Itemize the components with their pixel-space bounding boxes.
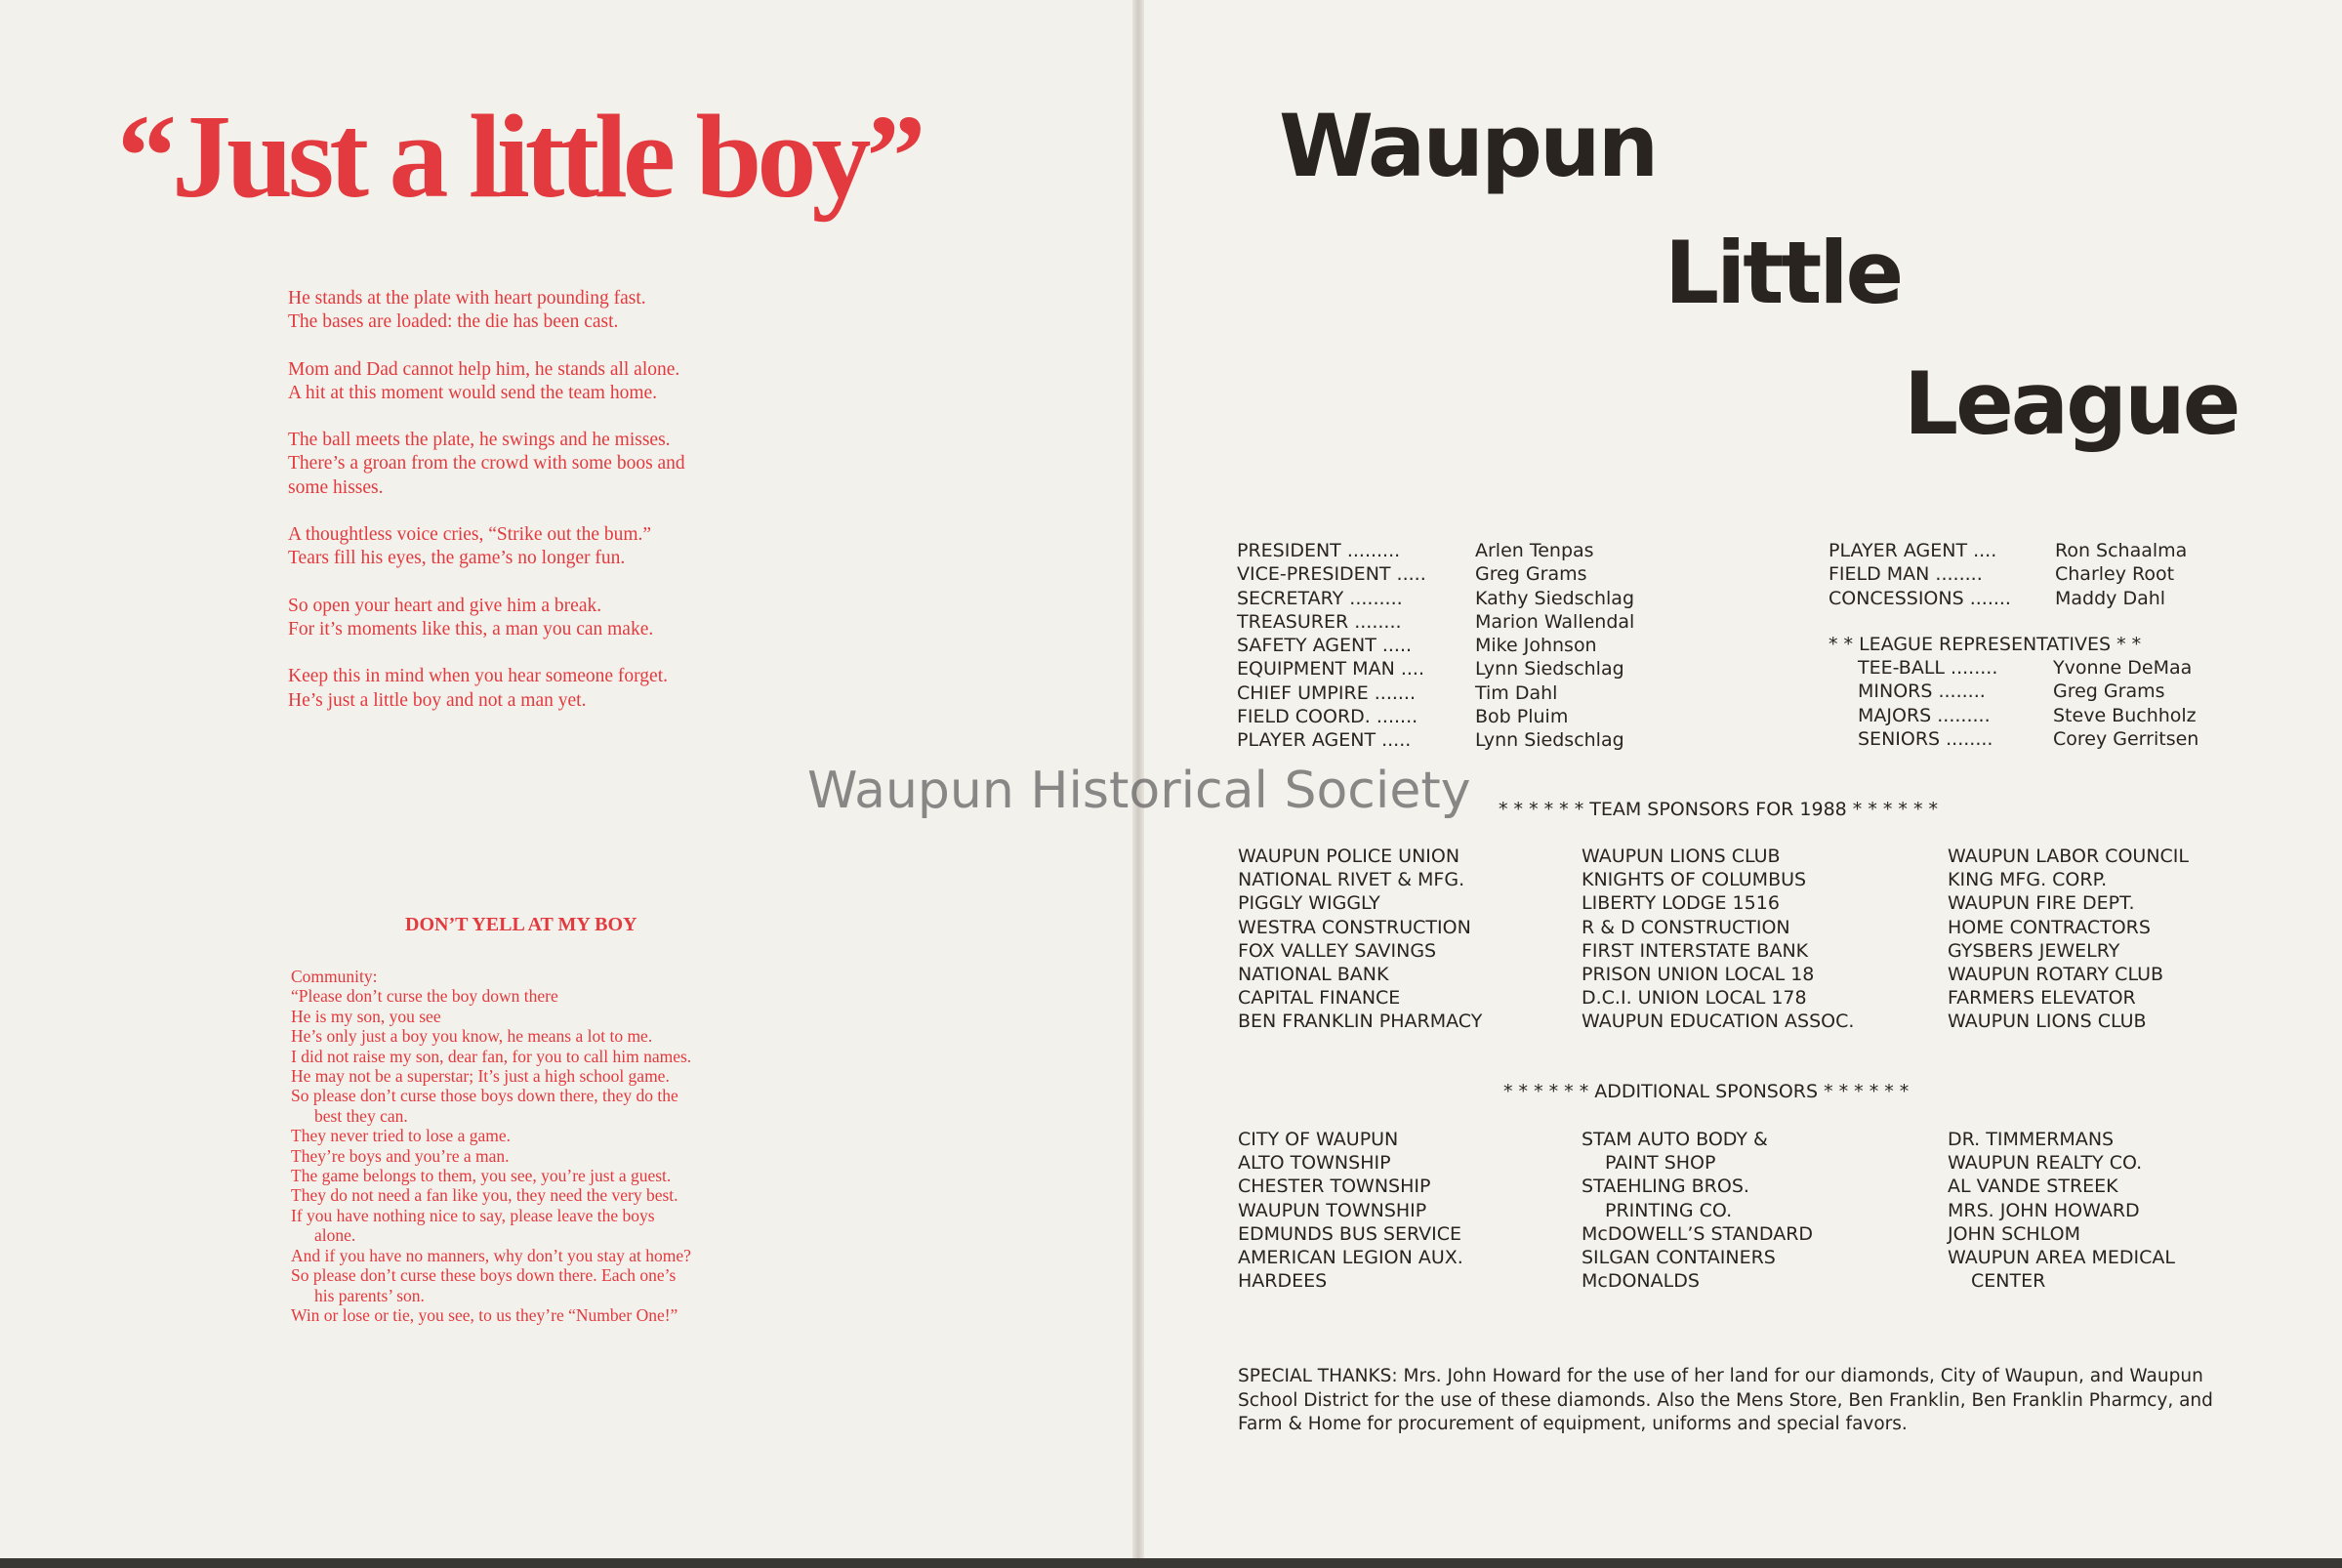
- officer-row: [1237, 634, 1634, 657]
- sponsor-item: WAUPUN ROTARY CLUB: [1948, 964, 2164, 986]
- sponsor-item: WAUPUN LIONS CLUB: [1948, 1011, 2147, 1033]
- other-officers-list: [1828, 539, 2187, 610]
- additional-sponsors-column: [1582, 1128, 1813, 1293]
- officer-name: Kathy Siedschlag: [1475, 587, 1635, 609]
- sponsor-item: PRINTING CO.: [1605, 1199, 1733, 1221]
- poem-line: They never tried to lose a game.: [291, 1126, 511, 1146]
- sponsor-item: PRISON UNION LOCAL 18: [1582, 964, 1815, 986]
- sponsor-item: WAUPUN FIRE DEPT.: [1948, 892, 2135, 915]
- sponsor-item: FARMERS ELEVATOR: [1948, 987, 2136, 1010]
- league-reps-heading: * * LEAGUE REPRESENTATIVES * *: [1828, 634, 2142, 655]
- officer-row: [1828, 587, 2187, 610]
- sponsor-item: McDONALDS: [1582, 1270, 1700, 1293]
- rep-name: Corey Gerritsen: [2053, 727, 2199, 750]
- officer-role: CHIEF UMPIRE .......: [1237, 681, 1417, 704]
- sponsor-item: WAUPUN REALTY CO.: [1948, 1152, 2143, 1175]
- officer-name: Ron Schaalma: [2055, 540, 2188, 561]
- sponsor-item: NATIONAL BANK: [1238, 964, 1389, 986]
- sponsor-item: CHESTER TOWNSHIP: [1238, 1176, 1431, 1198]
- poem-line: Mom and Dad cannot help him, he stands all alone.: [288, 358, 680, 380]
- officer-row: [1237, 681, 1634, 705]
- team-sponsors-column: [1582, 845, 1854, 1034]
- poem-line: He stands at the plate with heart pounding fast.: [288, 288, 646, 309]
- additional-sponsors-column: [1948, 1128, 2175, 1293]
- sponsor-item: WAUPUN LIONS CLUB: [1582, 846, 1781, 867]
- officer-row: [1237, 728, 1634, 752]
- sponsor-item: McDOWELL’S STANDARD: [1582, 1222, 1814, 1245]
- poem-dont-yell-at-my-boy: [291, 967, 877, 1325]
- poem-line: And if you have no manners, why don’t you stay at home?: [291, 1245, 691, 1265]
- poem-line: “Please don’t curse the boy down there: [291, 986, 558, 1007]
- sponsor-item: WAUPUN LABOR COUNCIL: [1948, 846, 2189, 867]
- sponsor-item: AMERICAN LEGION AUX.: [1238, 1247, 1463, 1269]
- poem-line: They do not need a fan like you, they need the very best.: [291, 1185, 678, 1206]
- sponsor-item: DR. TIMMERMANS: [1948, 1129, 2115, 1150]
- poem-line: some hisses.: [288, 476, 384, 498]
- officer-role: TREASURER ........: [1237, 610, 1402, 633]
- poem-line: alone.: [314, 1225, 356, 1246]
- sponsor-item: STAM AUTO BODY &: [1582, 1129, 1768, 1150]
- sponsor-item: AL VANDE STREEK: [1948, 1176, 2118, 1198]
- rep-row: [1858, 727, 2198, 751]
- additional-sponsors-heading: * * * * * * ADDITIONAL SPONSORS * * * * * *: [1503, 1081, 1910, 1102]
- officer-role: VICE-PRESIDENT .....: [1237, 563, 1426, 586]
- officer-row: [1237, 610, 1634, 634]
- officer-name: Charley Root: [2055, 563, 2175, 586]
- officer-role: FIELD COORD. .......: [1237, 706, 1418, 728]
- rep-row: [1858, 656, 2198, 680]
- sponsor-item: MRS. JOHN HOWARD: [1948, 1199, 2140, 1221]
- rep-row: [1858, 704, 2198, 727]
- sponsor-item: R & D CONSTRUCTION: [1582, 916, 1790, 938]
- poem-stanza: [288, 287, 835, 335]
- poem-line: his parents’ son.: [314, 1285, 425, 1305]
- poem-line: A hit at this moment would send the team home.: [288, 382, 658, 403]
- sponsor-item: WAUPUN EDUCATION ASSOC.: [1582, 1011, 1855, 1033]
- team-sponsors-column: [1238, 845, 1482, 1034]
- poem-title: “Just a little boy”: [117, 91, 922, 223]
- poem-line: I did not raise my son, dear fan, for you to call him names.: [291, 1046, 692, 1066]
- team-sponsors-column: [1948, 845, 2189, 1034]
- sponsor-item: HOME CONTRACTORS: [1948, 916, 2151, 938]
- rep-name: Steve Buchholz: [2053, 704, 2197, 726]
- poem-line: Win or lose or tie, you see, to us they’re “Number One!”: [291, 1304, 678, 1325]
- sponsor-item: PIGGLY WIGGLY: [1238, 892, 1380, 915]
- poem-line: A thoughtless voice cries, “Strike out the bum.”: [288, 524, 652, 546]
- sponsor-item: STAEHLING BROS.: [1582, 1176, 1749, 1198]
- scan-bottom-edge: [0, 1558, 2342, 1568]
- additional-sponsors-column: [1238, 1128, 1463, 1293]
- second-poem-title: DON’T YELL AT MY BOY: [405, 914, 637, 935]
- officer-row: [1237, 705, 1634, 728]
- sponsor-item: ALTO TOWNSHIP: [1238, 1152, 1391, 1175]
- poem-line: There’s a groan from the crowd with some boos and: [288, 453, 685, 475]
- sponsor-item: CAPITAL FINANCE: [1238, 987, 1401, 1010]
- officer-name: Maddy Dahl: [2055, 587, 2166, 609]
- rep-role: SENIORS ........: [1858, 727, 1993, 750]
- sponsor-item: FIRST INTERSTATE BANK: [1582, 939, 1809, 962]
- officer-name: Marion Wallendal: [1475, 610, 1635, 633]
- poem-line: He may not be a superstar; It’s just a high school game.: [291, 1066, 670, 1087]
- officer-name: Arlen Tenpas: [1475, 540, 1594, 561]
- poem-line: He’s just a little boy and not a man yet.: [288, 689, 587, 711]
- sponsor-item: HARDEES: [1238, 1270, 1328, 1293]
- sponsor-item: CENTER: [1971, 1270, 2046, 1293]
- special-thanks: SPECIAL THANKS: Mrs. John Howard for the use of her land for our diamonds, City of Waupun, and Waupun School District for the use of these diamonds. Also the Mens Store, Ben Franklin, Ben Franklin Pharmcy, and Farm & Home for procurement of equipment, uniforms and special favors.: [1238, 1366, 2213, 1434]
- poem-line: The ball meets the plate, he swings and he misses.: [288, 430, 671, 451]
- officer-row: [1237, 539, 1634, 562]
- poem-stanza: [288, 358, 835, 406]
- rep-role: TEE-BALL ........: [1858, 657, 1998, 679]
- header-league: League: [1904, 353, 2239, 454]
- sponsor-item: WAUPUN AREA MEDICAL: [1948, 1247, 2175, 1269]
- rep-name: Yvonne DeMaa: [2053, 657, 2193, 679]
- poem-line: He’s only just a boy you know, he means a lot to me.: [291, 1026, 653, 1047]
- poem-line: Tears fill his eyes, the game’s no longer fun.: [288, 548, 626, 569]
- sponsor-item: WAUPUN POLICE UNION: [1238, 846, 1460, 867]
- rep-name: Greg Grams: [2053, 681, 2165, 703]
- header-waupun: Waupun: [1279, 96, 1657, 196]
- officer-row: [1237, 587, 1634, 610]
- rep-row: [1858, 680, 2198, 703]
- officer-role: FIELD MAN ........: [1828, 563, 1983, 586]
- sponsor-item: EDMUNDS BUS SERVICE: [1238, 1222, 1462, 1245]
- sponsor-item: KING MFG. CORP.: [1948, 869, 2108, 891]
- sponsor-item: FOX VALLEY SAVINGS: [1238, 939, 1437, 962]
- sponsor-item: WESTRA CONSTRUCTION: [1238, 916, 1471, 938]
- officer-role: EQUIPMENT MAN ....: [1237, 658, 1424, 681]
- poem-line: The game belongs to them, you see, you’re just a guest.: [291, 1166, 672, 1186]
- sponsor-item: WAUPUN TOWNSHIP: [1238, 1199, 1427, 1221]
- sponsor-item: LIBERTY LODGE 1516: [1582, 892, 1780, 915]
- sponsor-item: GYSBERS JEWELRY: [1948, 939, 2120, 962]
- poem-line: If you have nothing nice to say, please leave the boys: [291, 1205, 655, 1225]
- sponsor-item: CITY OF WAUPUN: [1238, 1129, 1399, 1150]
- officer-row: [1237, 562, 1634, 586]
- sponsor-item: SILGAN CONTAINERS: [1582, 1247, 1776, 1269]
- officer-name: Lynn Siedschlag: [1475, 729, 1624, 752]
- poem-line: Keep this in mind when you hear someone forget.: [288, 666, 669, 687]
- poem-line: They’re boys and you’re a man.: [291, 1145, 510, 1166]
- officer-row: [1237, 657, 1634, 681]
- sponsor-item: KNIGHTS OF COLUMBUS: [1582, 869, 1807, 891]
- poem-line: For it’s moments like this, a man you can make.: [288, 618, 654, 640]
- sponsor-item: JOHN SCHLOM: [1948, 1222, 2080, 1245]
- officer-role: SECRETARY .........: [1237, 587, 1403, 609]
- officer-role: PLAYER AGENT .....: [1237, 729, 1412, 752]
- poem-line: best they can.: [314, 1105, 408, 1126]
- poem-just-a-little-boy: [288, 287, 835, 736]
- officer-role: PLAYER AGENT ....: [1828, 540, 1997, 561]
- poem-line: He is my son, you see: [291, 1006, 441, 1026]
- officers-list: [1237, 539, 1634, 753]
- sponsor-item: PAINT SHOP: [1605, 1152, 1716, 1175]
- sponsor-item: NATIONAL RIVET & MFG.: [1238, 869, 1465, 891]
- poem-stanza: [288, 595, 835, 642]
- officer-name: Bob Pluim: [1475, 706, 1569, 728]
- poem-line: Community:: [291, 967, 378, 986]
- sponsor-item: BEN FRANKLIN PHARMACY: [1238, 1011, 1483, 1033]
- watermark-text: Waupun Historical Society: [807, 762, 1471, 820]
- poem-line: The bases are loaded: the die has been cast.: [288, 311, 619, 333]
- officer-name: Mike Johnson: [1475, 635, 1597, 657]
- team-sponsors-heading: * * * * * * TEAM SPONSORS FOR 1988 * * * * * *: [1499, 799, 1938, 820]
- poem-line: So please don’t curse these boys down there. Each one’s: [291, 1265, 677, 1286]
- officer-name: Tim Dahl: [1475, 681, 1558, 704]
- officer-row: [1828, 539, 2187, 562]
- officer-name: Greg Grams: [1475, 563, 1587, 586]
- officer-role: PRESIDENT .........: [1237, 540, 1401, 561]
- sponsor-item: D.C.I. UNION LOCAL 178: [1582, 987, 1807, 1010]
- rep-role: MAJORS .........: [1858, 704, 1991, 726]
- poem-stanza: [288, 665, 835, 713]
- rep-role: MINORS ........: [1858, 681, 1986, 703]
- poem-line: So open your heart and give him a break.: [288, 595, 602, 616]
- poem-stanza: [288, 523, 835, 571]
- officer-name: Lynn Siedschlag: [1475, 658, 1624, 681]
- poem-stanza: [288, 429, 835, 500]
- league-reps-list: [1858, 656, 2198, 751]
- officer-role: SAFETY AGENT .....: [1237, 635, 1413, 657]
- officer-role: CONCESSIONS .......: [1828, 587, 2011, 609]
- header-little: Little: [1664, 223, 1902, 323]
- officer-row: [1828, 562, 2187, 586]
- poem-line: So please don’t curse those boys down there, they do the: [291, 1086, 678, 1106]
